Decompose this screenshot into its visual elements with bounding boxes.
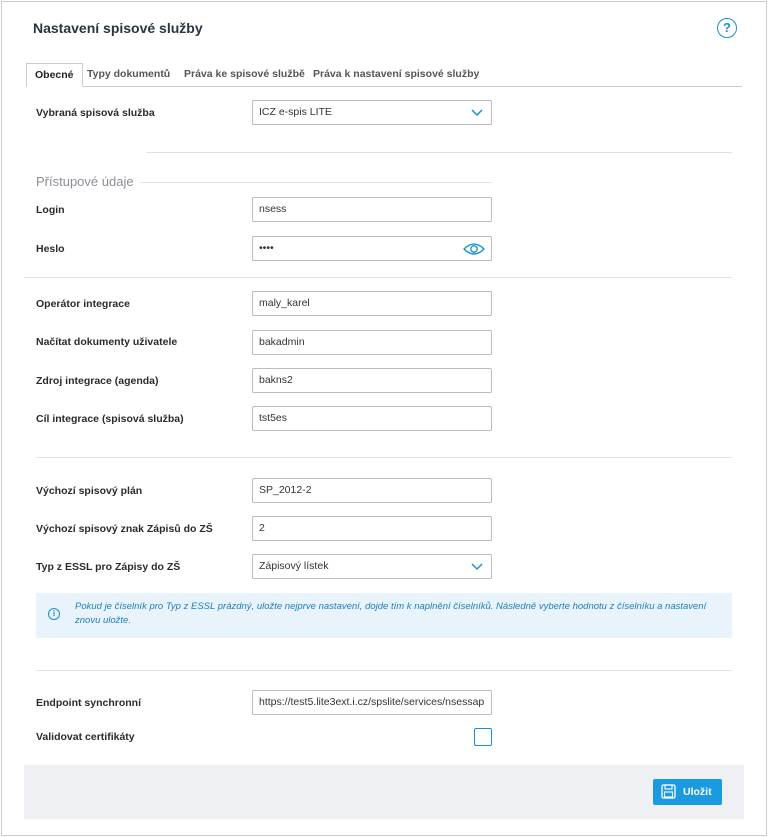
- chevron-down-icon: [471, 109, 483, 117]
- divider: [24, 277, 732, 278]
- info-text: Pokud je číselník pro Typ z ESSL prázdný, uložte nejprve nastavení, dojde tím k naplnění číselníků. Následně vyberte hodnotu z číselníku a nastavení znovu uložte.: [75, 601, 707, 626]
- save-button[interactable]: [653, 779, 722, 805]
- plan-label: Výchozí spisový plán: [36, 485, 143, 497]
- validate-label: Validovat certifikáty: [36, 731, 135, 743]
- validate-checkbox[interactable]: [474, 728, 492, 746]
- plan-field[interactable]: SP_2012-2: [252, 478, 492, 503]
- divider: [36, 670, 732, 671]
- mark-label: Výchozí spisový znak Zápisů do ZŠ: [36, 523, 213, 535]
- section-title-access: Přístupové údaje: [36, 174, 134, 189]
- service-value: ICZ e-spis LITE: [259, 106, 332, 118]
- password-label: Heslo: [36, 243, 65, 255]
- source-field[interactable]: bakns2: [252, 368, 492, 393]
- essl-type-select[interactable]: [252, 554, 492, 579]
- target-field[interactable]: tst5es: [252, 406, 492, 431]
- help-icon[interactable]: ?: [717, 18, 737, 38]
- operator-field[interactable]: maly_karel: [252, 291, 492, 316]
- endpoint-label: Endpoint synchronní: [36, 697, 141, 709]
- page-title: Nastavení spisové služby: [33, 20, 203, 36]
- tab-service-rights[interactable]: Práva ke spisové službě: [184, 68, 305, 80]
- footer-bar: [24, 765, 744, 819]
- target-label: Cíl integrace (spisová služba): [36, 413, 184, 425]
- password-field[interactable]: [252, 236, 492, 261]
- operator-label: Operátor integrace: [36, 298, 130, 310]
- tab-general[interactable]: Obecné: [26, 63, 83, 87]
- essl-type-label: Typ z ESSL pro Zápisy do ZŠ: [36, 561, 181, 573]
- tab-divider: [26, 86, 742, 87]
- divider: [146, 152, 732, 153]
- login-field[interactable]: nsess: [252, 197, 492, 222]
- info-box: [36, 593, 732, 638]
- load-docs-label: Načítat dokumenty uživatele: [36, 336, 178, 348]
- divider: [36, 457, 732, 458]
- endpoint-field[interactable]: https://test5.lite3ext.i.cz/spslite/services/nsessap: [252, 690, 492, 715]
- mark-field[interactable]: 2: [252, 516, 492, 541]
- source-label: Zdroj integrace (agenda): [36, 375, 159, 387]
- save-icon: [661, 784, 676, 799]
- password-value: ••••: [259, 242, 274, 254]
- tab-document-types[interactable]: Typy dokumentů: [87, 68, 171, 80]
- login-label: Login: [36, 204, 65, 216]
- service-label: Vybraná spisová služba: [36, 107, 155, 119]
- tab-settings-rights[interactable]: Práva k nastavení spisové služby: [313, 68, 480, 80]
- save-label: Uložit: [683, 786, 712, 798]
- section-rule: [140, 182, 492, 183]
- load-docs-field[interactable]: bakadmin: [252, 330, 492, 355]
- chevron-down-icon: [471, 563, 483, 571]
- eye-icon[interactable]: [463, 242, 485, 256]
- essl-type-value: Zápisový lístek: [259, 560, 329, 572]
- service-select[interactable]: [252, 100, 492, 125]
- info-icon: i: [48, 608, 60, 620]
